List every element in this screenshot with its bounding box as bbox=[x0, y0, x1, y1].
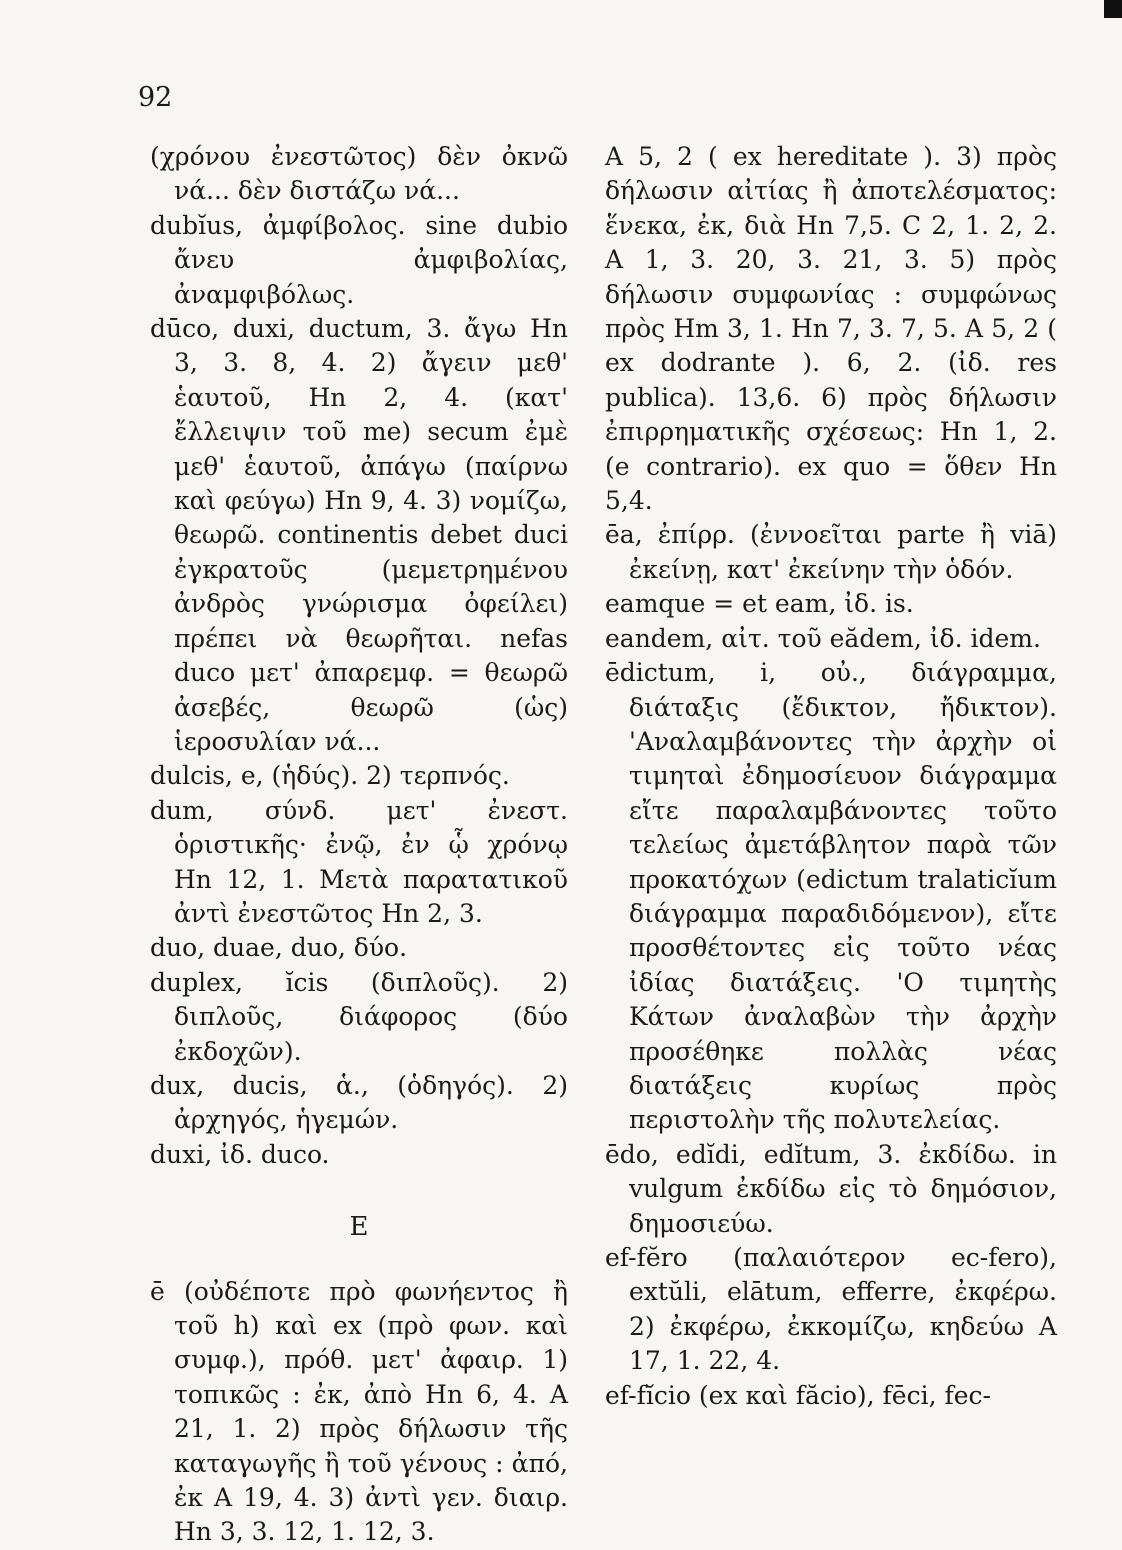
dictionary-entry: ēa, ἐπίρρ. (ἐννοεῖται parte ἢ viā) ἐκείνῃ, κατ' ἐκείνην τὴν ὁδόν. bbox=[605, 520, 1057, 584]
dictionary-entry: ef-fĭcio (ex καὶ făcio), fēci, fec- bbox=[605, 1380, 991, 1410]
dictionary-entry: dūco, duxi, ductum, 3. ἄγω Hn 3, 3. 8, 4. 2) ἄγειν μεθ' ἑαυτοῦ, Hn 2, 4. (κατ' ἔλλειψιν τοῦ me) secum ἐμὲ μεθ' ἑαυτοῦ, ἀπάγω (παίρνω καὶ φεύγω) Hn 9, 4. 3) νομίζω, θεωρῶ. continentis debet duci ἐγκρατοῦς (μεμετρημένου ἀνδρὸς γνώρισμα ὀφείλει) πρέπει νὰ θεωρῆται. nefas duco μετ' ἀπαρεμφ. = θεωρῶ ἀσεβές, θεωρῶ (ὡς) ἱεροσυλίαν νά... bbox=[150, 314, 568, 756]
right-column bbox=[605, 140, 1057, 1413]
section-letter: E bbox=[349, 1212, 369, 1243]
dictionary-entry: duo, duae, duo, δύο. bbox=[150, 933, 408, 963]
dictionary-entry: dubĭus, ἀμφίβολος. sine dubio ἄνευ ἀμφιβολίας, ἀναμφιβόλως. bbox=[150, 210, 568, 309]
scan-edge-mark bbox=[1104, 0, 1122, 18]
dictionary-entry: duplex, ĭcis (διπλοῦς). 2) διπλοῦς, διάφορος (δύο ἐκδοχῶν). bbox=[150, 967, 568, 1066]
dictionary-entry: (χρόνου ἐνεστῶτος) δὲν ὀκνῶ νά... δὲν διστάζω νά... bbox=[150, 142, 568, 206]
dictionary-entry: eamque = et eam, ἰδ. is. bbox=[605, 589, 914, 619]
dictionary-entry: eandem, αἰτ. τοῦ eădem, ἰδ. idem. bbox=[605, 623, 1041, 653]
page-number: 92 bbox=[138, 82, 173, 113]
dictionary-entry: dulcis, e, (ἡδύς). 2) τερπνός. bbox=[150, 761, 510, 791]
dictionary-entry: ē (οὐδέποτε πρὸ φωνήεντος ἢ τοῦ h) καὶ ex (πρὸ φων. καὶ συμφ.), πρόθ. μετ' ἀφαιρ. 1) τοπικῶς : ἐκ, ἀπὸ Hn 6, 4. A 21, 1. 2) πρὸς δήλωσιν τῆς καταγωγῆς ἢ τοῦ γένους : ἀπό, ἐκ A 19, 4. 3) ἀντὶ γεν. διαιρ. Hn 3, 3. 12, 1. 12, 3. bbox=[150, 1276, 568, 1547]
entry-continuation: A 5, 2 ( ex hereditate ). 3) πρὸς δήλωσιν αἰτίας ἢ ἀποτελέσματος: ἕνεκα, ἐκ, διὰ Hn 7,5. C 2, 1. 2, 2. A 1, 3. 20, 3. 21, 3. 5) πρὸς δήλωσιν συμφωνίας : συμφώνως πρὸς Hm 3, 1. Hn 7, 3. 7, 5. A 5, 2 ( ex dodrante ). 6, 2. (ἰδ. res publica). 13,6. 6) πρὸς δήλωσιν ἐπιρρηματικῆς σχέσεως: Hn 1, 2. (e contrario). ex quo = ὅθεν Hn 5,4. bbox=[605, 142, 1057, 516]
left-column bbox=[150, 140, 568, 1550]
dictionary-entry: dum, σύνδ. μετ' ἐνεστ. ὁριστικῆς· ἐνῷ, ἐν ᾧ χρόνῳ Hn 12, 1. Μετὰ παρατατικοῦ ἀντὶ ἐνεστῶτος Hn 2, 3. bbox=[150, 795, 568, 928]
dictionary-entry: duxi, ἰδ. duco. bbox=[150, 1139, 330, 1169]
dictionary-entry: ef-fĕro (παλαιότερον ec-fero), extŭli, elātum, efferre, ἐκφέρω. 2) ἐκφέρω, ἐκκομίζω, κηδεύω A 17, 1. 22, 4. bbox=[605, 1243, 1057, 1376]
dictionary-entry: dux, ducis, ἁ., (ὁδηγός). 2) ἀρχηγός, ἡγεμών. bbox=[150, 1070, 568, 1135]
dictionary-entry: ēdo, edĭdi, edĭtum, 3. ἐκδίδω. in vulgum ἐκδίδω εἰς τὸ δημόσιον, δημοσιεύω. bbox=[605, 1139, 1057, 1238]
dictionary-entry: ēdictum, i, οὐ., διάγραμμα, διάταξις (ἔδικτον, ἤδικτον). 'Αναλαμβάνοντες τὴν ἀρχὴν οἱ τιμηταὶ ἐδημοσίευον διάγραμμα εἴτε παραλαμβάνοντες τοῦτο τελείως ἀμετάβλητον παρὰ τῶν προκατόχων (edictum tralaticĭum διάγραμμα παραδιδόμενον), εἴτε προσθέτοντες εἰς τοῦτο νέας ἰδίας διατάξεις. 'Ο τιμητὴς Κάτων ἀναλαβὼν τὴν ἀρχὴν προσέθηκε πολλὰς νέας διατάξεις κυρίως πρὸς περιστολὴν τῆς πολυτελείας. bbox=[605, 658, 1057, 1135]
